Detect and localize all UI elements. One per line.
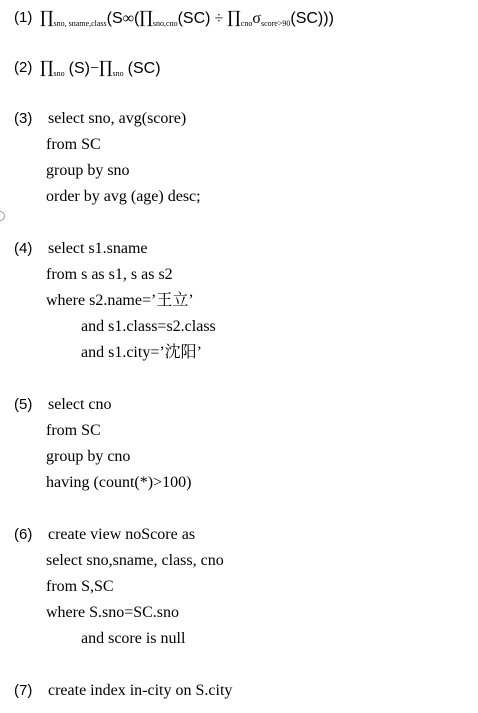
expression-1	[40, 8, 334, 31]
sql-line: where s2.name=’王立’	[46, 292, 194, 309]
sql-line: and s1.class=s2.class	[81, 318, 216, 335]
sql-line: from SC	[46, 136, 101, 153]
edge-circle-marker	[0, 211, 5, 221]
subscript: score>90	[260, 19, 291, 28]
projection-symbol: ∏	[40, 8, 54, 28]
operand: (S	[106, 10, 123, 27]
sql-line: group by sno	[46, 162, 130, 179]
subscript: sno	[53, 69, 65, 78]
item-number: (1)	[14, 9, 33, 26]
operand: (SC)	[127, 60, 161, 77]
item-number: (6)	[14, 526, 33, 543]
projection-symbol: ∏	[99, 58, 113, 78]
operand: (SC)))	[290, 10, 334, 27]
sql-line: select sno,sname, class, cno	[46, 552, 224, 569]
projection-symbol: ∏	[227, 8, 241, 28]
subscript: sno,cno	[152, 19, 178, 28]
item-number: (4)	[14, 240, 33, 257]
sql-line: order by avg (age) desc;	[46, 188, 201, 205]
item-number: (2)	[14, 59, 33, 76]
projection-symbol: ∏	[139, 8, 153, 28]
sql-line: from SC	[46, 422, 101, 439]
expression-2	[40, 58, 161, 81]
natural-join-symbol: ∞	[122, 10, 135, 27]
sql-line: select sno, avg(score)	[48, 110, 187, 127]
projection-symbol: ∏	[40, 58, 54, 78]
subscript: sno, sname,class	[53, 19, 107, 28]
selection-symbol: σ	[252, 10, 261, 27]
sql-line: from s as s1, s as s2	[46, 266, 173, 283]
item-number: (5)	[14, 396, 33, 413]
item-number: (7)	[14, 682, 33, 699]
sql-line: select s1.sname	[48, 240, 148, 257]
sql-line: from S,SC	[46, 578, 114, 595]
subscript: sno	[112, 69, 124, 78]
division-symbol: ÷	[214, 10, 224, 27]
subscript: cno	[240, 19, 253, 28]
sql-line: group by cno	[46, 448, 131, 465]
sql-line: select cno	[48, 396, 112, 413]
difference-symbol: −	[89, 60, 100, 77]
sql-line: and score is null	[81, 630, 186, 647]
sql-line: create index in-city on S.city	[48, 682, 233, 699]
operand: (S)	[68, 60, 90, 77]
sql-line: create view noScore as	[48, 526, 196, 543]
sql-line: and s1.city=’沈阳’	[81, 344, 203, 361]
operand: (	[134, 10, 140, 27]
item-number: (3)	[14, 110, 33, 127]
operand: (SC)	[177, 10, 211, 27]
sql-line: having (count(*)>100)	[46, 474, 192, 491]
sql-line: where S.sno=SC.sno	[46, 604, 180, 621]
